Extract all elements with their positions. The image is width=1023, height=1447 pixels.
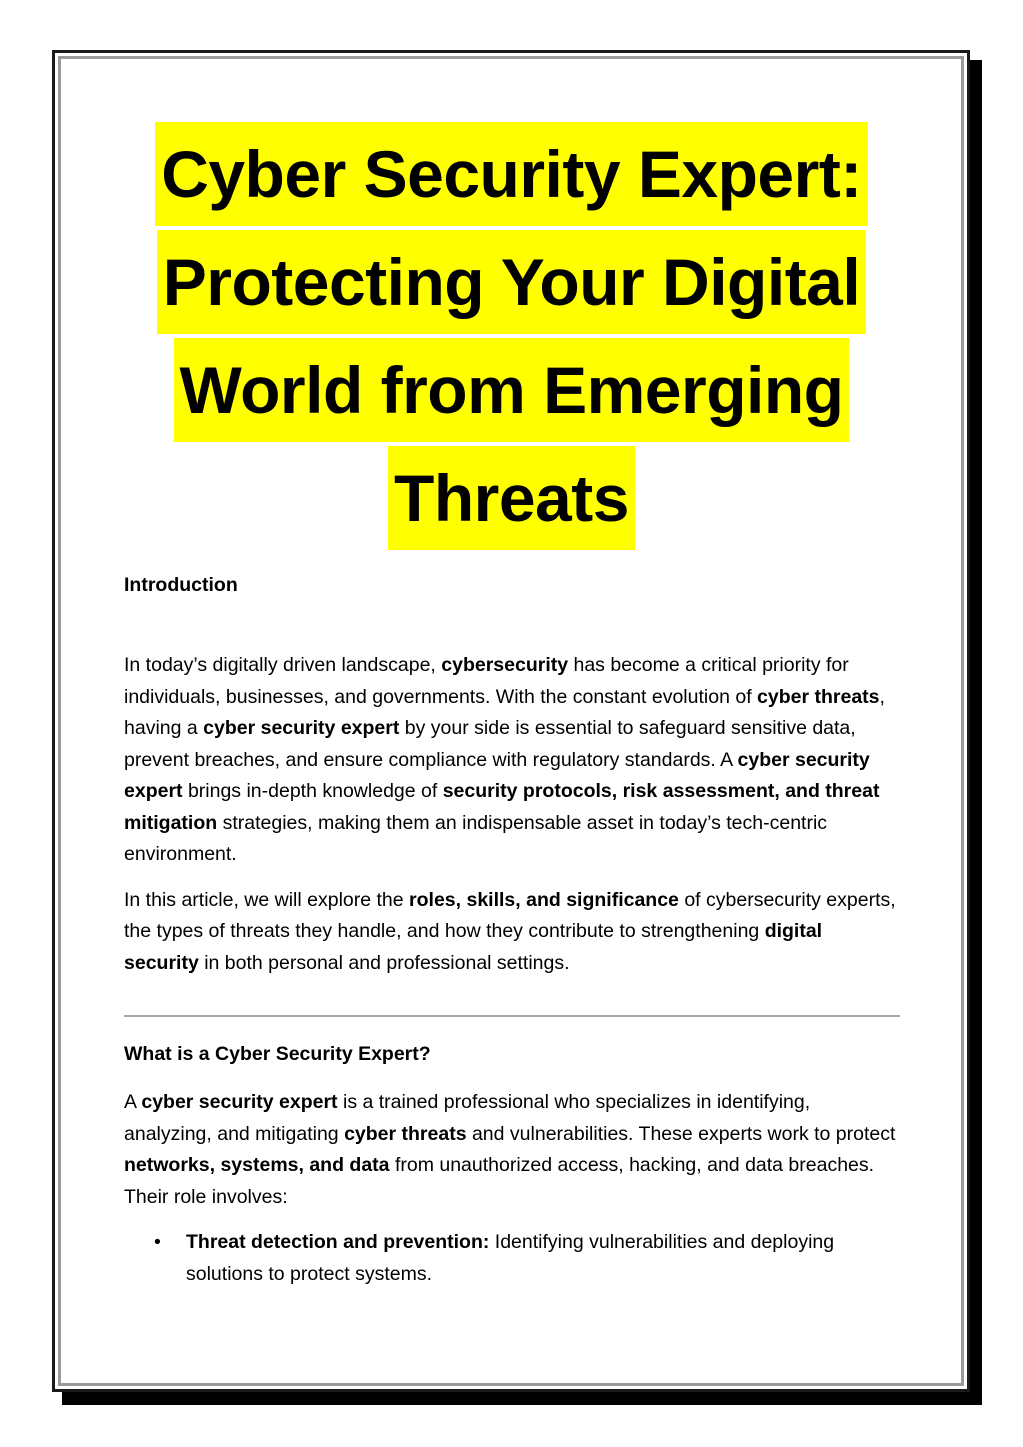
bold-run: digital security <box>124 920 823 974</box>
text-run: strategies, making them an indispensable asset in today’s tech-centric environment. <box>124 811 828 865</box>
title-line-3: World from Emerging <box>174 338 850 442</box>
bold-run: security protocols, risk assessment, and threat mitigation <box>124 780 880 834</box>
bold-run: networks, systems, and data <box>124 1154 390 1176</box>
bold-run: cybersecurity <box>441 654 569 676</box>
text-run: in both personal and professional settings. <box>198 951 570 974</box>
bold-run: cyber security expert <box>141 1091 338 1113</box>
text-run: and vulnerabilities. These experts work to protect <box>466 1122 896 1145</box>
bullet-icon: • <box>154 1231 161 1253</box>
text-run: brings in-depth knowledge of <box>182 780 443 802</box>
title-line-2: Protecting Your Digital <box>157 230 866 334</box>
role-list <box>124 1227 900 1290</box>
list-item <box>124 1227 900 1290</box>
section-heading: What is a Cyber Security Expert? <box>124 1043 431 1065</box>
bold-run: cyber threats <box>757 685 880 708</box>
intro-heading: Introduction <box>124 574 238 596</box>
text-run: from unauthorized access, hacking, and data breaches. Their role involves: <box>124 1154 875 1208</box>
bold-run: cyber security expert <box>124 748 870 802</box>
text-run: is a trained professional who specializes in identifying, analyzing, and mitigating <box>124 1091 811 1145</box>
text-run: , having a <box>124 685 885 739</box>
bold-run: roles, skills, and significance <box>409 888 679 911</box>
bold-run: cyber security expert <box>203 717 400 739</box>
title-line-4: Threats <box>388 446 635 550</box>
intro-paragraph-2 <box>124 885 900 980</box>
text-run: A <box>124 1091 142 1113</box>
document-title <box>0 122 1023 554</box>
list-item-text: Identifying vulnerabilities and deploying solutions to protect systems. <box>186 1231 835 1285</box>
bold-run: cyber threats <box>344 1122 467 1145</box>
text-run: has become a critical priority for individuals, businesses, and governments. With the constant evolution of <box>124 654 849 708</box>
text-run: of cybersecurity experts, the types of threats they handle, and how they contribute to strengthening <box>124 888 896 942</box>
section-paragraph <box>124 1087 900 1213</box>
text-run: by your side is essential to safeguard sensitive data, prevent breaches, and ensure compliance with regulatory standards. A <box>124 717 856 771</box>
intro-paragraph-1 <box>124 650 900 871</box>
text-run: In today’s digitally driven landscape, <box>124 654 442 676</box>
list-item-title: Threat detection and prevention: <box>186 1231 490 1253</box>
text-run: In this article, we will explore the <box>124 888 410 911</box>
title-line-1: Cyber Security Expert: <box>155 122 868 226</box>
document-body <box>124 570 900 1290</box>
